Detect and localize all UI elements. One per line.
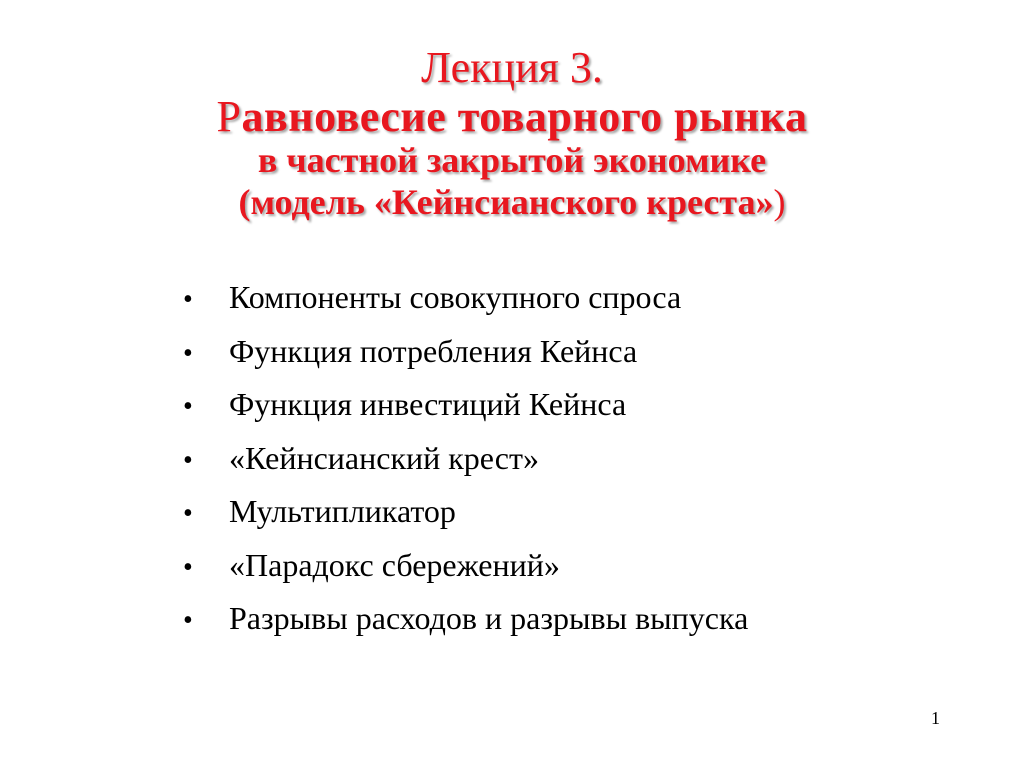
list-item <box>183 272 748 326</box>
bullet-icon: • <box>183 444 193 476</box>
list-item-text: Функция потребления Кейнса <box>229 332 638 369</box>
subtitle: в частной закрытой экономике <box>257 140 767 180</box>
model-subtitle <box>0 180 1024 224</box>
lecture-label: Лекция 3 <box>421 43 592 92</box>
bullet-icon: • <box>183 605 193 636</box>
list-item <box>183 433 748 487</box>
list-item-text: Разрывы расходов и разрывы выпуска <box>229 600 749 636</box>
lecture-number <box>0 42 1024 94</box>
slide-title <box>0 42 1024 224</box>
bullet-icon: • <box>183 284 193 315</box>
topic-list <box>183 272 748 647</box>
model-subtitle-text: (модель «Кейнсианского креста» <box>238 182 774 222</box>
list-item <box>183 326 748 380</box>
bullet-icon: • <box>183 391 193 422</box>
lecture-dot: . <box>591 43 603 92</box>
main-title-rest: авновесие товарного рынка <box>241 92 808 141</box>
list-item <box>183 540 748 594</box>
page-number: 1 <box>931 708 940 728</box>
list-item-text: «Парадокс сбережений» <box>229 546 560 583</box>
list-item <box>183 593 748 647</box>
list-item-text: Мультипликатор <box>229 493 456 529</box>
list-item <box>183 379 748 433</box>
bullet-icon: • <box>183 551 193 583</box>
list-item-text: Функция инвестиций Кейнса <box>229 386 627 422</box>
list-item-text: Компоненты совокупного спроса <box>229 279 682 315</box>
model-close-paren: ) <box>773 182 786 222</box>
main-title <box>0 94 1024 140</box>
bullet-icon: • <box>183 498 193 529</box>
bullet-icon: • <box>183 337 193 369</box>
main-title-first-letter: Р <box>216 92 242 141</box>
list-item-text: «Кейнсианский крест» <box>229 439 539 476</box>
list-item <box>183 486 748 540</box>
